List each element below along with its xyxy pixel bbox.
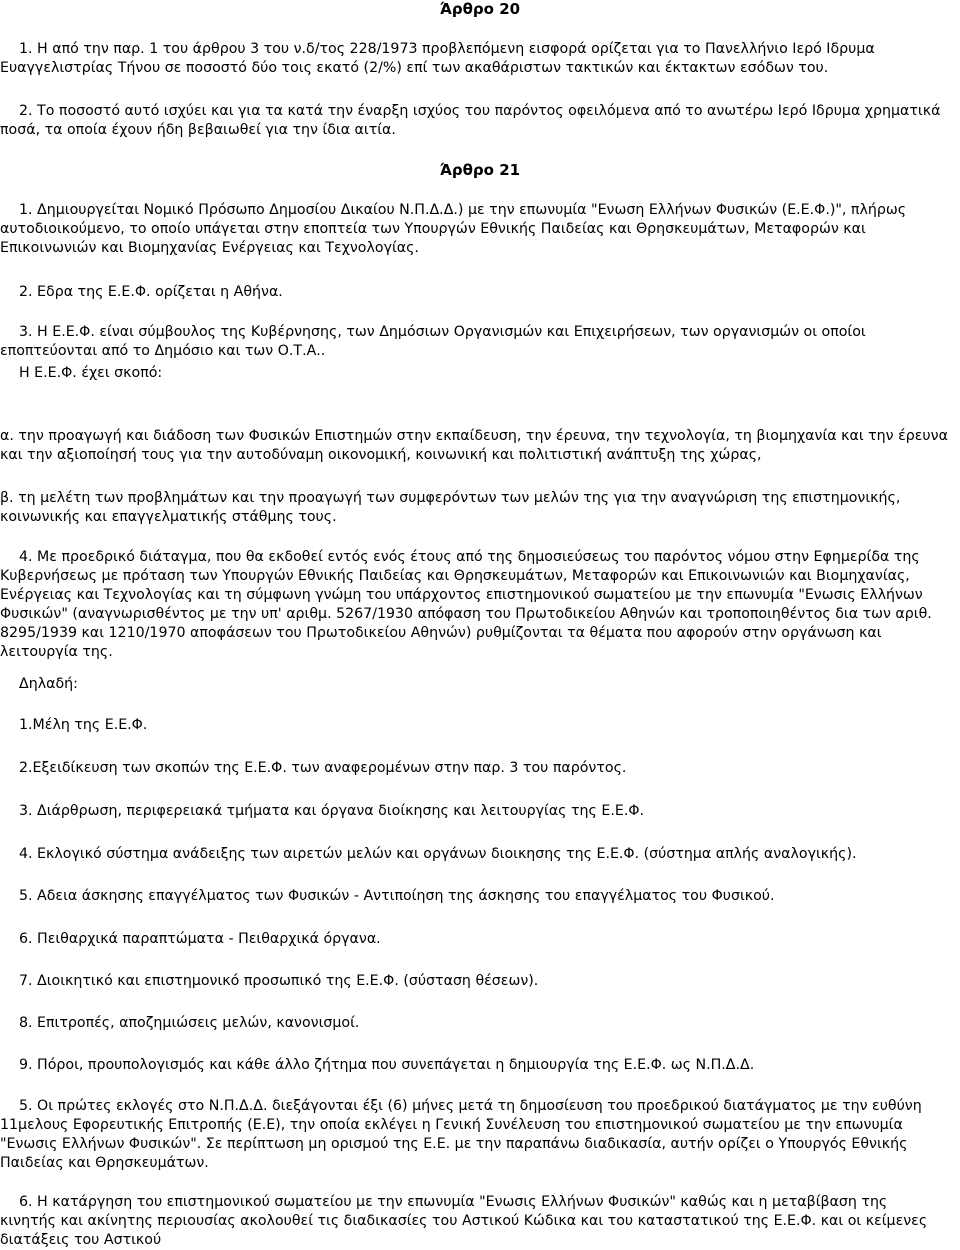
article-21-paragraph-1: 1. Δημιουργείται Νομικό Πρόσωπο Δημοσίου Δικαίου Ν.Π.Δ.Δ.) με την επωνυμία "Ενωση Ελλήνων Φυσικών (Ε.Ε.Φ.)", πλήρως αυτοδιοικούμενο, το οποίο υπάγεται στην εποπτεία των Υπουργών Εθνικής Παιδείας και Θρησκευμάτων, Μεταφορών και Επικοινωνιών και Βιομηχανίας Ενέργειας και Τεχνολογίας.: [0, 202, 907, 256]
article-20-heading: Άρθρο 20: [439, 0, 521, 18]
list-item: 3. Διάρθρωση, περιφερειακά τμήματα και όργανα διοίκησης και λειτουργίας της Ε.Ε.Φ.: [19, 803, 645, 819]
namely-label: Δηλαδή:: [19, 676, 78, 692]
list-item: 5. Αδεια άσκησης επαγγέλματος των Φυσικών - Αντιποίηση της άσκησης του επαγγέλματος του Φυσικού.: [19, 888, 775, 904]
article-21-paragraph-2: 2. Εδρα της Ε.Ε.Φ. ορίζεται η Αθήνα.: [19, 284, 283, 300]
article-20-paragraph-1: 1. Η από την παρ. 1 του άρθρου 3 του ν.δ/τος 228/1973 προβλεπόμενη εισφορά ορίζεται για το Πανελλήνιο Ιερό Ιδρυμα Ευαγγελιστρίας Τήνου σε ποσοστό δύο τοις εκατό (2/%) επί των ακαθάριστων τακτικών και έκτακτων εσόδων του.: [0, 41, 875, 76]
list-item: 9. Πόροι, προυπολογισμός και κάθε άλλο ζήτημα που συνεπάγεται η δημιουργία της Ε.Ε.Φ. ως Ν.Π.Δ.Δ.: [19, 1057, 755, 1073]
article-21-paragraph-6: 6. Η κατάργηση του επιστημονικού σωματείου με την επωνυμία "Ενωσις Ελλήνων Φυσικών" καθώς και η μεταβίβαση της κινητής και ακίνητης περιουσίας ακολουθεί τις διαδικασίες του Αστικού Κώδικα και του καταστατικού της Ε.Ε.Φ. και οι κείμενες διατάξεις του Αστικού: [0, 1194, 928, 1248]
article-21-paragraph-4: 4. Με προεδρικό διάταγμα, που θα εκδοθεί εντός ενός έτους από της δημοσιεύσεως του παρόντος νόμου στην Εφημερίδα της Κυβερνήσεως με πρόταση των Υπουργών Εθνικής Παιδείας και Θρησκευμάτων, Μεταφορών και Επικοινωνιών και Βιομηχανίας, Ενέργειας και Τεχνολογίας και τη σύμφωνη γνώμη του υπάρχοντος επιστημονικού σωματείου με την επωνυμία "Ενωσις Ελλήνων Φυσικών" (αναγνωρισθέντος με την υπ' αριθμ. 5267/1930 απόφαση του Πρωτοδικείου Αθηνών και τροποποιηθέντος δια των αριθ. 8295/1939 και 1210/1970 αποφάσεων του Πρωτοδικείου Αθηνών) ρυθμίζονται τα θέματα που αφορούν στην οργάνωση και λειτουργία της.: [0, 549, 932, 660]
purpose-alpha: α. την προαγωγή και διάδοση των Φυσικών Επιστημών στην εκπαίδευση, την έρευνα, την τεχνολογία, τη βιομηχανία και την έρευνα και την αξιοποίησή τους για την αυτοδύναμη οικονομική, κοινωνική και πολιτιστική ανάπτυξη της χώρας,: [0, 428, 948, 463]
list-item: 1.Μέλη της Ε.Ε.Φ.: [19, 717, 148, 733]
list-item: 2.Εξειδίκευση των σκοπών της Ε.Ε.Φ. των αναφερομένων στην παρ. 3 του παρόντος.: [19, 760, 627, 776]
list-item: 6. Πειθαρχικά παραπτώματα - Πειθαρχικά όργανα.: [19, 931, 381, 947]
list-item: 4. Εκλογικό σύστημα ανάδειξης των αιρετών μελών και οργάνων διοικησης της Ε.Ε.Φ. (σύστημα απλής αναλογικής).: [19, 846, 857, 862]
article-21-heading: Άρθρο 21: [439, 161, 521, 179]
list-item: 7. Διοικητικό και επιστημονικό προσωπικό της Ε.Ε.Φ. (σύσταση θέσεων).: [19, 973, 539, 989]
article-21-paragraph-5: 5. Οι πρώτες εκλογές στο Ν.Π.Δ.Δ. διεξάγονται έξι (6) μήνες μετά τη δημοσίευση του προεδρικού διατάγματος με την ευθύνη 11μελους Εφορευτικής Επιτροπής (Ε.Ε), την οποία εκλέγει η Γενική Συνέλευση του επιστημονικού σωματείου με την επωνυμία "Ενωσις Ελλήνων Φυσικών". Σε περίπτωση μη ορισμού της Ε.Ε. με την παραπάνω διαδικασία, αυτήν ορίζει ο Υπουργός Εθνικής Παιδείας και Θρησκευμάτων.: [0, 1098, 922, 1171]
purpose-intro: Η Ε.Ε.Φ. έχει σκοπό:: [19, 365, 163, 381]
article-20-paragraph-2: 2. Το ποσοστό αυτό ισχύει και για τα κατά την έναρξη ισχύος του παρόντος οφειλόμενα από το ανωτέρω Ιερό Ιδρυμα χρηματικά ποσά, τα οποία έχουν ήδη βεβαιωθεί για την ίδια αιτία.: [0, 103, 941, 138]
article-21-paragraph-3: 3. Η Ε.Ε.Φ. είναι σύμβουλος της Κυβέρνησης, των Δημόσιων Οργανισμών και Επιχειρήσεων, των οργανισμών οι οποίοι εποπτεύονται από το Δημόσιο και των Ο.Τ.Α..: [0, 324, 866, 359]
list-item: 8. Επιτροπές, αποζημιώσεις μελών, κανονισμοί.: [19, 1015, 360, 1031]
purpose-beta: β. τη μελέτη των προβλημάτων και την προαγωγή των συμφερόντων των μελών της για την αναγνώριση της επιστημονικής, κοινωνικής και επαγγελματικής στάθμης τους.: [0, 490, 901, 525]
